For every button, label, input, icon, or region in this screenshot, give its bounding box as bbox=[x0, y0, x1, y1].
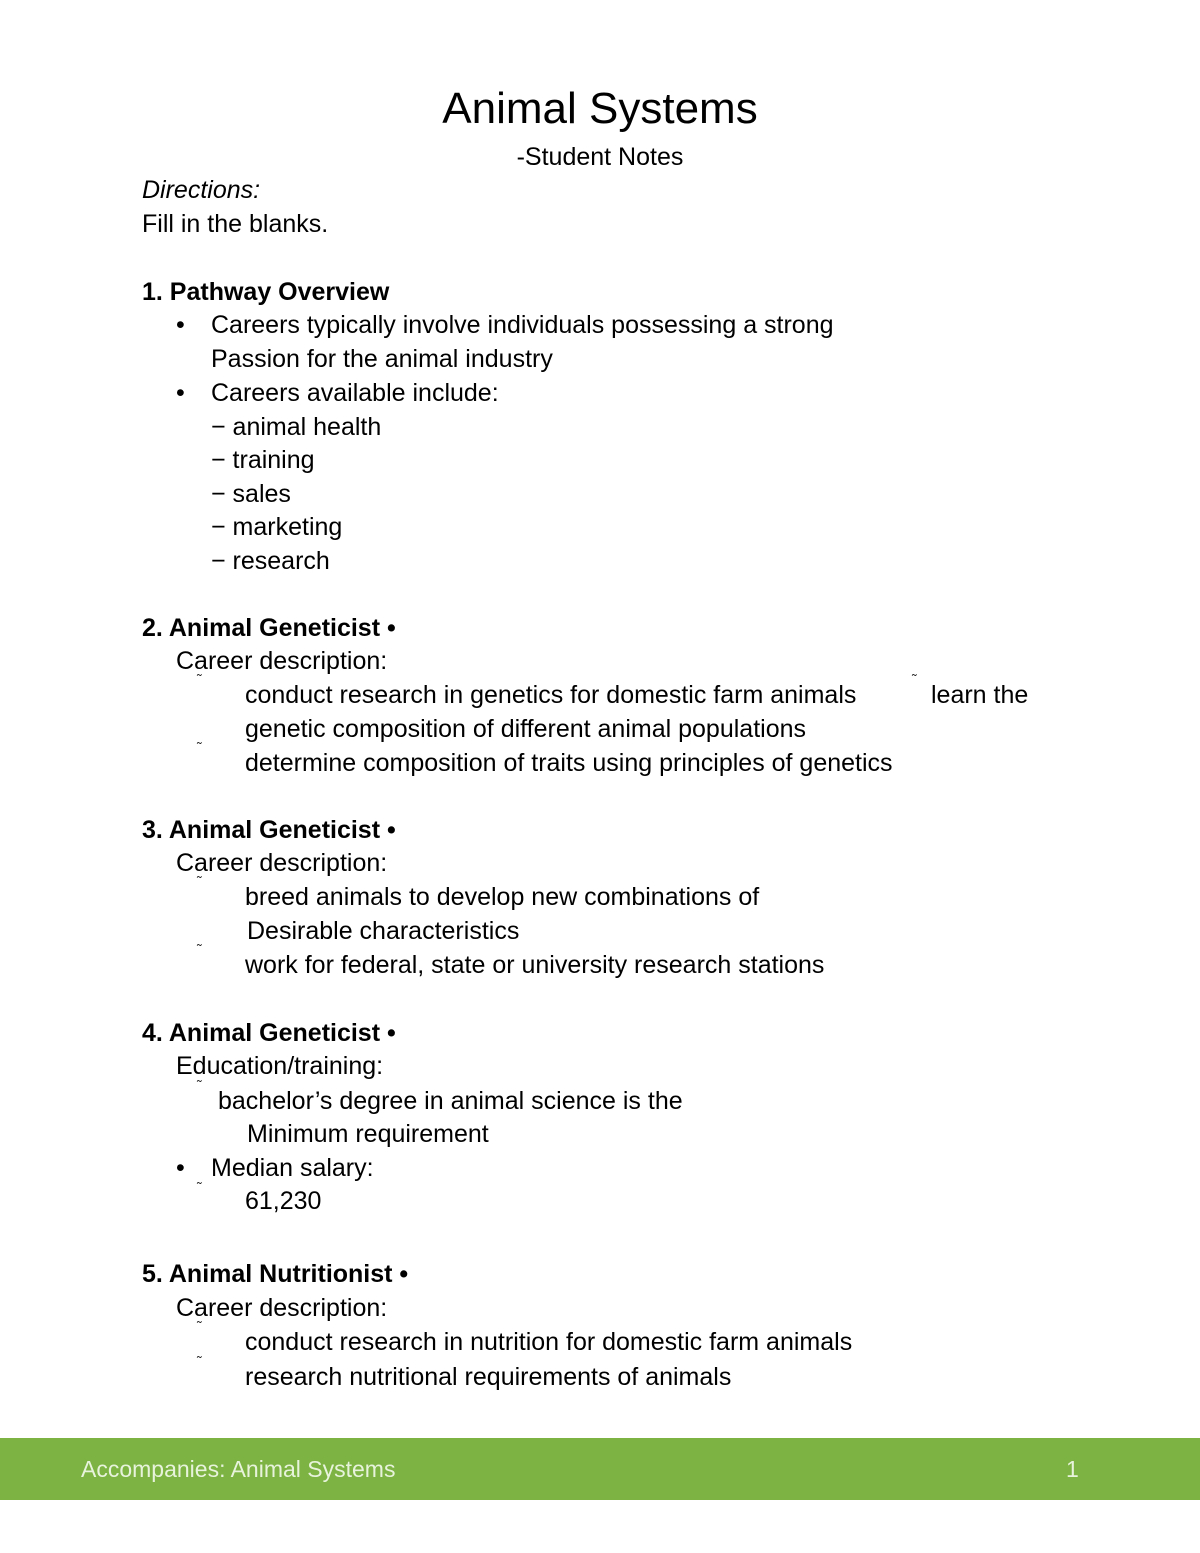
list-item: − marketing bbox=[211, 513, 343, 541]
tilde-mark: ˜ bbox=[197, 1077, 202, 1093]
tilde-mark: ˜ bbox=[197, 1353, 202, 1369]
s4-salary-label: Median salary: bbox=[211, 1154, 374, 1182]
footer-bar bbox=[0, 1438, 1200, 1500]
s1-bullet-1-line-2: Passion for the animal industry bbox=[211, 345, 553, 373]
bullet: • bbox=[176, 1154, 185, 1182]
s5-line-2: research nutritional requirements of animals bbox=[245, 1363, 732, 1391]
s2-line-1b: learn the bbox=[931, 681, 1029, 709]
bullet: • bbox=[176, 311, 185, 339]
tilde-mark: ˜ bbox=[197, 671, 202, 687]
s5-line-1: conduct research in nutrition for domestic farm animals bbox=[245, 1328, 853, 1356]
page-title: Animal Systems bbox=[442, 84, 758, 133]
section-3-heading: 3. Animal Geneticist • bbox=[142, 816, 396, 844]
s4-label: Education/training: bbox=[176, 1052, 384, 1080]
s2-line-2: genetic composition of different animal populations bbox=[245, 715, 806, 743]
list-item: − training bbox=[211, 446, 315, 474]
list-item: − sales bbox=[211, 480, 291, 508]
s2-label: Career description: bbox=[176, 647, 388, 675]
tilde-mark: ˜ bbox=[912, 671, 917, 687]
s3-label: Career description: bbox=[176, 849, 388, 877]
s2-line-1: conduct research in genetics for domestic farm animals bbox=[245, 681, 857, 709]
s3-line-2: Desirable characteristics bbox=[247, 917, 520, 945]
footer-text: Accompanies: Animal Systems bbox=[81, 1456, 396, 1482]
s3-line-1: breed animals to develop new combinations of bbox=[245, 883, 760, 911]
list-item: − animal health bbox=[211, 413, 382, 441]
tilde-mark: ˜ bbox=[197, 1318, 202, 1334]
page-number: 1 bbox=[1066, 1456, 1079, 1482]
s4-salary-value: 61,230 bbox=[245, 1187, 322, 1215]
s1-bullet-1-line-1: Careers typically involve individuals possessing a strong bbox=[211, 311, 834, 339]
s4-line-1: bachelor’s degree in animal science is the bbox=[218, 1087, 683, 1115]
section-2-heading: 2. Animal Geneticist • bbox=[142, 614, 396, 642]
directions-label: Directions: bbox=[142, 176, 261, 204]
section-1-heading: 1. Pathway Overview bbox=[142, 278, 390, 306]
tilde-mark: ˜ bbox=[197, 941, 202, 957]
s1-bullet-2: Careers available include: bbox=[211, 379, 499, 407]
list-item: − research bbox=[211, 547, 330, 575]
section-4-heading: 4. Animal Geneticist • bbox=[142, 1019, 396, 1047]
section-5-heading: 5. Animal Nutritionist • bbox=[142, 1260, 409, 1288]
page-subtitle: -Student Notes bbox=[516, 143, 684, 171]
tilde-mark: ˜ bbox=[197, 1179, 202, 1195]
bullet: • bbox=[176, 379, 185, 407]
s2-line-3: determine composition of traits using principles of genetics bbox=[245, 749, 893, 777]
s3-line-3: work for federal, state or university research stations bbox=[245, 951, 825, 979]
tilde-mark: ˜ bbox=[197, 873, 202, 889]
s5-label: Career description: bbox=[176, 1294, 388, 1322]
s4-line-2: Minimum requirement bbox=[247, 1120, 489, 1148]
tilde-mark: ˜ bbox=[197, 739, 202, 755]
directions-text: Fill in the blanks. bbox=[142, 210, 329, 238]
